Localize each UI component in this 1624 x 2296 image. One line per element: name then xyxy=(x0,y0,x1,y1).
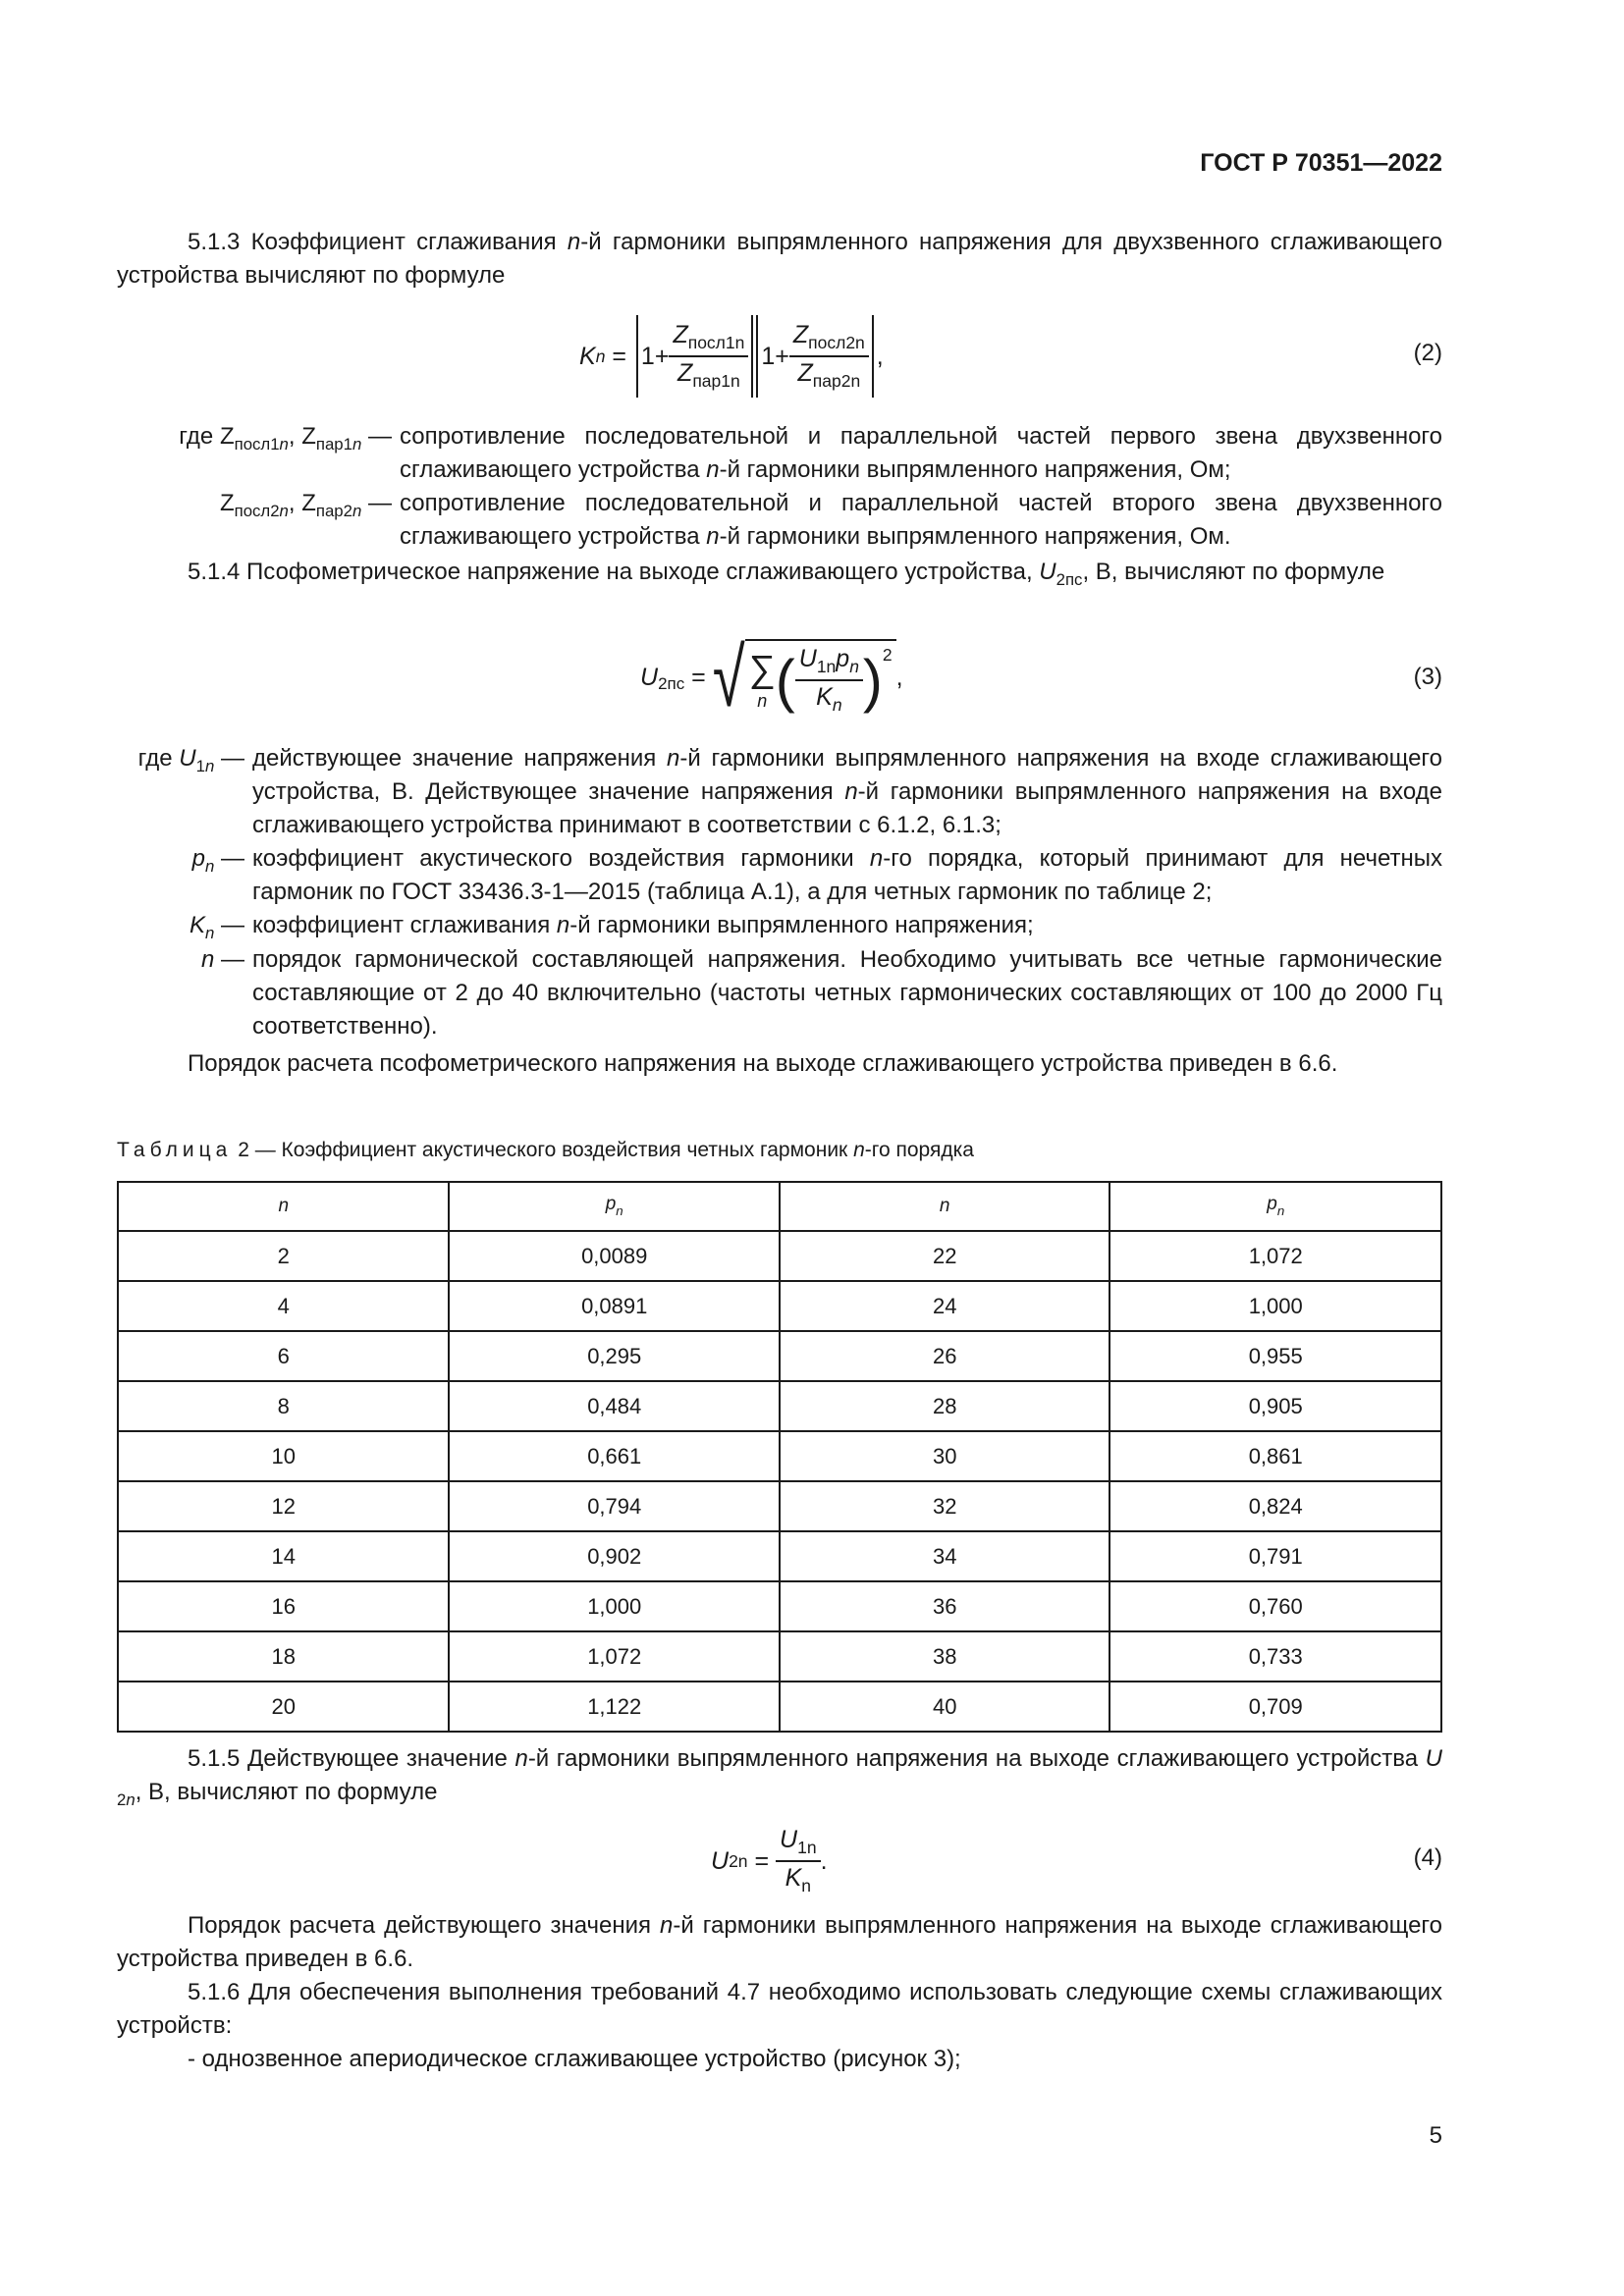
sum-sign: ∑ xyxy=(748,649,776,690)
cell-n: 16 xyxy=(118,1581,449,1631)
text: 1+ xyxy=(761,342,789,370)
formula-2: K n = 1+ $\frac{Z_{посл1n}}{Z_{пар1n}}$ 1+ $\frac{Z_{посл2n}}{Z_{пар2n}}$ , xyxy=(579,312,884,400)
cell-pn: 0,955 xyxy=(1110,1331,1441,1381)
table-caption xyxy=(117,1139,974,1162)
text: 5.1.3 Коэффициент сглаживания xyxy=(188,229,568,255)
document-header: ГОСТ Р 70351—2022 xyxy=(1200,149,1442,177)
cell-pn: 0,794 xyxy=(449,1481,780,1531)
cell-n: 34 xyxy=(780,1531,1110,1581)
sqrt-sign: √ xyxy=(712,631,745,723)
definition-text: порядок гармонической составляющей напряжения. Необходимо учитывать все четные гармонические составляющие от 2 до 40 включительно (частоты четных гармонических составляющих от 100 до 2000 Гц соответственно). xyxy=(252,946,1442,1041)
cell-n: 2 xyxy=(118,1231,449,1281)
caption-label: Таблица xyxy=(117,1139,233,1161)
header-n: n xyxy=(118,1182,449,1231)
table-row xyxy=(118,1581,1441,1631)
paragraph-5-1-4: 5.1.4 Псофометрическое напряжение на выходе сглаживающего устройства, $U_{2пс}$, В, вычисляют по формуле xyxy=(188,559,1385,589)
power: 2 xyxy=(882,645,893,665)
text: , xyxy=(895,663,903,691)
cell-pn: 0,824 xyxy=(1110,1481,1441,1531)
definition-text: коэффициент сглаживания n-й гармоники выпрямленного напряжения; xyxy=(252,912,1034,938)
table-row xyxy=(118,1381,1441,1431)
cell-n: 6 xyxy=(118,1331,449,1381)
cell-pn: 1,072 xyxy=(449,1631,780,1682)
var: K xyxy=(579,342,596,370)
definition-item xyxy=(117,742,1442,842)
formula-3: U 2пс = √ ∑ n ( $\frac{U_{1n}p_n}{K_n}$ ) $^2$ , xyxy=(640,631,903,723)
sub: n xyxy=(801,1876,811,1896)
definition-term: $K_n$ — xyxy=(189,912,244,942)
header-n: n xyxy=(780,1182,1110,1231)
equation-number-2: (2) xyxy=(1413,340,1442,366)
cell-pn: 1,000 xyxy=(449,1581,780,1631)
sub: n xyxy=(849,657,859,676)
cell-n: 32 xyxy=(780,1481,1110,1531)
sub: посл2n xyxy=(808,333,865,352)
cell-n: 40 xyxy=(780,1682,1110,1732)
cell-n: 14 xyxy=(118,1531,449,1581)
cell-n: 22 xyxy=(780,1231,1110,1281)
cell-pn: 0,861 xyxy=(1110,1431,1441,1481)
cell-pn: 0,760 xyxy=(1110,1581,1441,1631)
caption-text: 2 — Коэффициент акустического воздействия четных гармоник n-го порядка xyxy=(238,1139,974,1161)
paragraph-5-1-5: 5.1.5 Действующее значение n-й гармоники выпрямленного напряжения на выходе сглаживающего устройства $U_{2n}$, В, вычисляют по формуле xyxy=(117,1745,1443,1809)
definitions-formula-3 xyxy=(117,742,1442,1043)
definition-term: где $Z_{посл1n}$, $Z_{пар1n}$ — xyxy=(179,423,392,454)
cell-n: 18 xyxy=(118,1631,449,1682)
sub: пар2n xyxy=(812,371,861,391)
text: . xyxy=(820,1846,828,1875)
definition-item xyxy=(117,842,1442,909)
cell-pn: 0,902 xyxy=(449,1531,780,1581)
var: Z xyxy=(677,359,693,387)
page-number: 5 xyxy=(1429,2122,1442,2149)
cell-n: 24 xyxy=(780,1281,1110,1331)
table-row xyxy=(118,1231,1441,1281)
sub: посл1n xyxy=(687,333,745,352)
var: n xyxy=(757,691,768,711)
definition-item xyxy=(117,943,1442,1043)
definition-text: действующее значение напряжения n-й гармоники выпрямленного напряжения на входе сглаживающего устройства, В. Действующее значение напряжения n-й гармоники выпрямленного напряжения на входе сглаживающего устройства принимают в соответствии с 6.1.2, 6.1.3; xyxy=(252,745,1442,838)
definition-text: сопротивление последовательной и параллельной частей второго звена двухзвенного сглаживающего устройства n-й гармоники выпрямленного напряжения, Ом. xyxy=(400,490,1442,550)
equation-number-4: (4) xyxy=(1413,1844,1442,1871)
table-row xyxy=(118,1682,1441,1732)
cell-pn: 0,0891 xyxy=(449,1281,780,1331)
var: U xyxy=(711,1846,730,1875)
var: n xyxy=(567,229,581,255)
cell-pn: 0,733 xyxy=(1110,1631,1441,1682)
sub: 1n xyxy=(797,1838,817,1857)
cell-n: 28 xyxy=(780,1381,1110,1431)
sub: 1n xyxy=(816,657,837,676)
cell-n: 10 xyxy=(118,1431,449,1481)
var: n xyxy=(595,346,606,366)
var: Z xyxy=(792,321,809,348)
definition-term: $p_n$ — xyxy=(191,845,244,876)
definition-term: где $U_{1n}$ — xyxy=(137,745,244,775)
paragraph-5-1-6: 5.1.6 Для обеспечения выполнения требований 4.7 необходимо использовать следующие схемы сглаживающих устройств: xyxy=(117,1979,1442,2039)
sub: 2пс xyxy=(658,674,685,693)
text: 1+ xyxy=(640,342,670,370)
var: Z xyxy=(797,359,813,387)
sub: пар1n xyxy=(692,371,740,391)
cell-n: 8 xyxy=(118,1381,449,1431)
definitions-formula-2 xyxy=(117,420,1442,554)
cell-pn: 0,661 xyxy=(449,1431,780,1481)
table-row xyxy=(118,1281,1441,1331)
cell-pn: 1,072 xyxy=(1110,1231,1441,1281)
definition-item xyxy=(117,909,1442,943)
cell-pn: 0,791 xyxy=(1110,1531,1441,1581)
paragraph-order-1: Порядок расчета псофометрического напряжения на выходе сглаживающего устройства приведен в 6.6. xyxy=(188,1050,1338,1077)
cell-pn: 0,295 xyxy=(449,1331,780,1381)
equation-number-3: (3) xyxy=(1413,664,1442,690)
var: Z xyxy=(673,321,688,348)
var: U xyxy=(798,645,817,672)
table-row xyxy=(118,1531,1441,1581)
paragraph-5-1-3 xyxy=(117,226,1442,293)
var: U xyxy=(780,1826,798,1853)
cell-pn: 0,0089 xyxy=(449,1231,780,1281)
cell-n: 20 xyxy=(118,1682,449,1732)
harmonics-table xyxy=(117,1181,1442,1733)
cell-n: 30 xyxy=(780,1431,1110,1481)
cell-n: 38 xyxy=(780,1631,1110,1682)
table-header-row xyxy=(118,1182,1441,1231)
list-item: - однозвенное апериодическое сглаживающее устройство (рисунок 3); xyxy=(188,2046,961,2072)
table-row xyxy=(118,1481,1441,1531)
text: -й гармоники выпрямленного напряжения для двухзвенного сглаживающего устройства вычисляют по формуле xyxy=(117,229,1442,289)
var: K xyxy=(785,1864,802,1892)
definition-text: коэффициент акустического воздействия гармоники n-го порядка, который принимают для нечетных гармоник по ГОСТ 33436.3-1—2015 (таблица А.1), а для четных гармоник по таблице 2; xyxy=(252,845,1442,905)
header-pn: $p_n$ xyxy=(449,1182,780,1231)
cell-n: 26 xyxy=(780,1331,1110,1381)
var: K xyxy=(816,683,833,711)
sub: n xyxy=(832,695,842,715)
definition-item xyxy=(117,420,1442,487)
cell-n: 4 xyxy=(118,1281,449,1331)
text: , xyxy=(876,342,884,370)
table-row xyxy=(118,1631,1441,1682)
cell-pn: 0,484 xyxy=(449,1381,780,1431)
cell-n: 36 xyxy=(780,1581,1110,1631)
cell-pn: 0,709 xyxy=(1110,1682,1441,1732)
header-pn: $p_n$ xyxy=(1110,1182,1441,1231)
paragraph-order-2: Порядок расчета действующего значения n-й гармоники выпрямленного напряжения на выходе сглаживающего устройства приведен в 6.6. xyxy=(117,1912,1443,1972)
table-row xyxy=(118,1331,1441,1381)
definition-term: $Z_{посл2n}$, $Z_{пар2n}$ — xyxy=(219,490,392,520)
var: U xyxy=(640,663,659,691)
table-row xyxy=(118,1431,1441,1481)
definition-item xyxy=(117,487,1442,554)
cell-pn: 1,122 xyxy=(449,1682,780,1732)
definition-term: n — xyxy=(200,946,244,974)
cell-pn: 1,000 xyxy=(1110,1281,1441,1331)
var: p xyxy=(836,645,850,672)
cell-n: 12 xyxy=(118,1481,449,1531)
cell-pn: 0,905 xyxy=(1110,1381,1441,1431)
sub: 2n xyxy=(729,1850,748,1871)
formula-4: U 2n = $\frac{U_{1n}}{K_n}$ . xyxy=(711,1826,828,1896)
definition-text: сопротивление последовательной и параллельной частей первого звена двухзвенного сглаживающего устройства n-й гармоники выпрямленного напряжения, Ом; xyxy=(400,423,1442,483)
